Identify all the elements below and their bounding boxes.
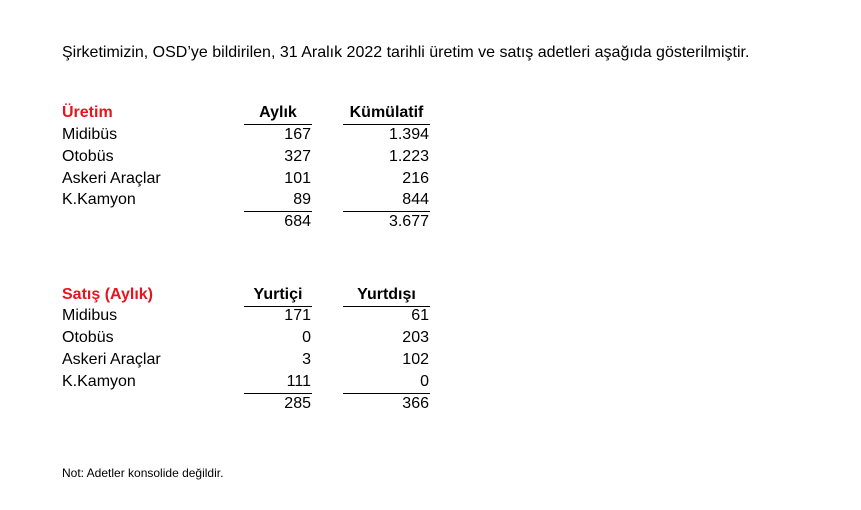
- production-monthly-total-rule: [244, 211, 312, 212]
- production-row-monthly: 327: [284, 148, 311, 165]
- sales-col-domestic-header: Yurtiçi: [253, 286, 303, 303]
- production-row-cumulative: 216: [402, 170, 429, 187]
- production-row-monthly: 101: [284, 170, 311, 187]
- sales-row-label: Otobüs: [62, 329, 114, 346]
- production-monthly-total: 684: [284, 213, 311, 230]
- footnote: Not: Adetler konsolide değildir.: [62, 466, 224, 480]
- sales-row-domestic: 111: [286, 373, 311, 390]
- sales-title: Satış (Aylık): [62, 286, 153, 303]
- production-row-cumulative: 1.394: [388, 126, 429, 143]
- sales-row-export: 0: [420, 373, 429, 390]
- sales-row-export: 61: [411, 307, 429, 324]
- production-col-monthly-underline: [244, 124, 312, 125]
- production-row-monthly: 167: [284, 126, 311, 143]
- production-row-cumulative: 844: [402, 191, 429, 208]
- production-row-cumulative: 1.223: [388, 148, 429, 165]
- sales-export-total-rule: [343, 393, 430, 394]
- sales-row-label: Askeri Araçlar: [62, 351, 161, 368]
- sales-row-domestic: 3: [302, 351, 311, 368]
- production-row-label: Otobüs: [62, 148, 114, 165]
- sales-row-domestic: 0: [302, 329, 311, 346]
- sales-row-export: 203: [402, 329, 429, 346]
- sales-export-total: 366: [402, 395, 429, 412]
- production-col-monthly-header: Aylık: [259, 104, 297, 121]
- intro-text: Şirketimizin, OSD’ye bildirilen, 31 Aralık 2022 tarihli üretim ve satış adetleri aşağıda gösterilmiştir.: [62, 44, 750, 61]
- production-col-cumulative-header: Kümülatif: [349, 104, 424, 121]
- production-row-monthly: 89: [293, 191, 311, 208]
- sales-domestic-total-rule: [244, 393, 312, 394]
- production-title: Üretim: [62, 104, 113, 121]
- production-row-label: K.Kamyon: [62, 191, 136, 208]
- production-cumulative-total: 3.677: [388, 213, 429, 230]
- production-row-label: Midibüs: [62, 126, 118, 143]
- sales-domestic-total: 285: [284, 395, 311, 412]
- sales-row-export: 102: [402, 351, 429, 368]
- sales-col-export-header: Yurtdışı: [357, 286, 416, 303]
- sales-row-domestic: 171: [284, 307, 311, 324]
- sales-row-label: Midibus: [62, 307, 118, 324]
- production-col-cumulative-underline: [343, 124, 430, 125]
- production-cumulative-total-rule: [343, 211, 430, 212]
- sales-row-label: K.Kamyon: [62, 373, 136, 390]
- production-row-label: Askeri Araçlar: [62, 170, 161, 187]
